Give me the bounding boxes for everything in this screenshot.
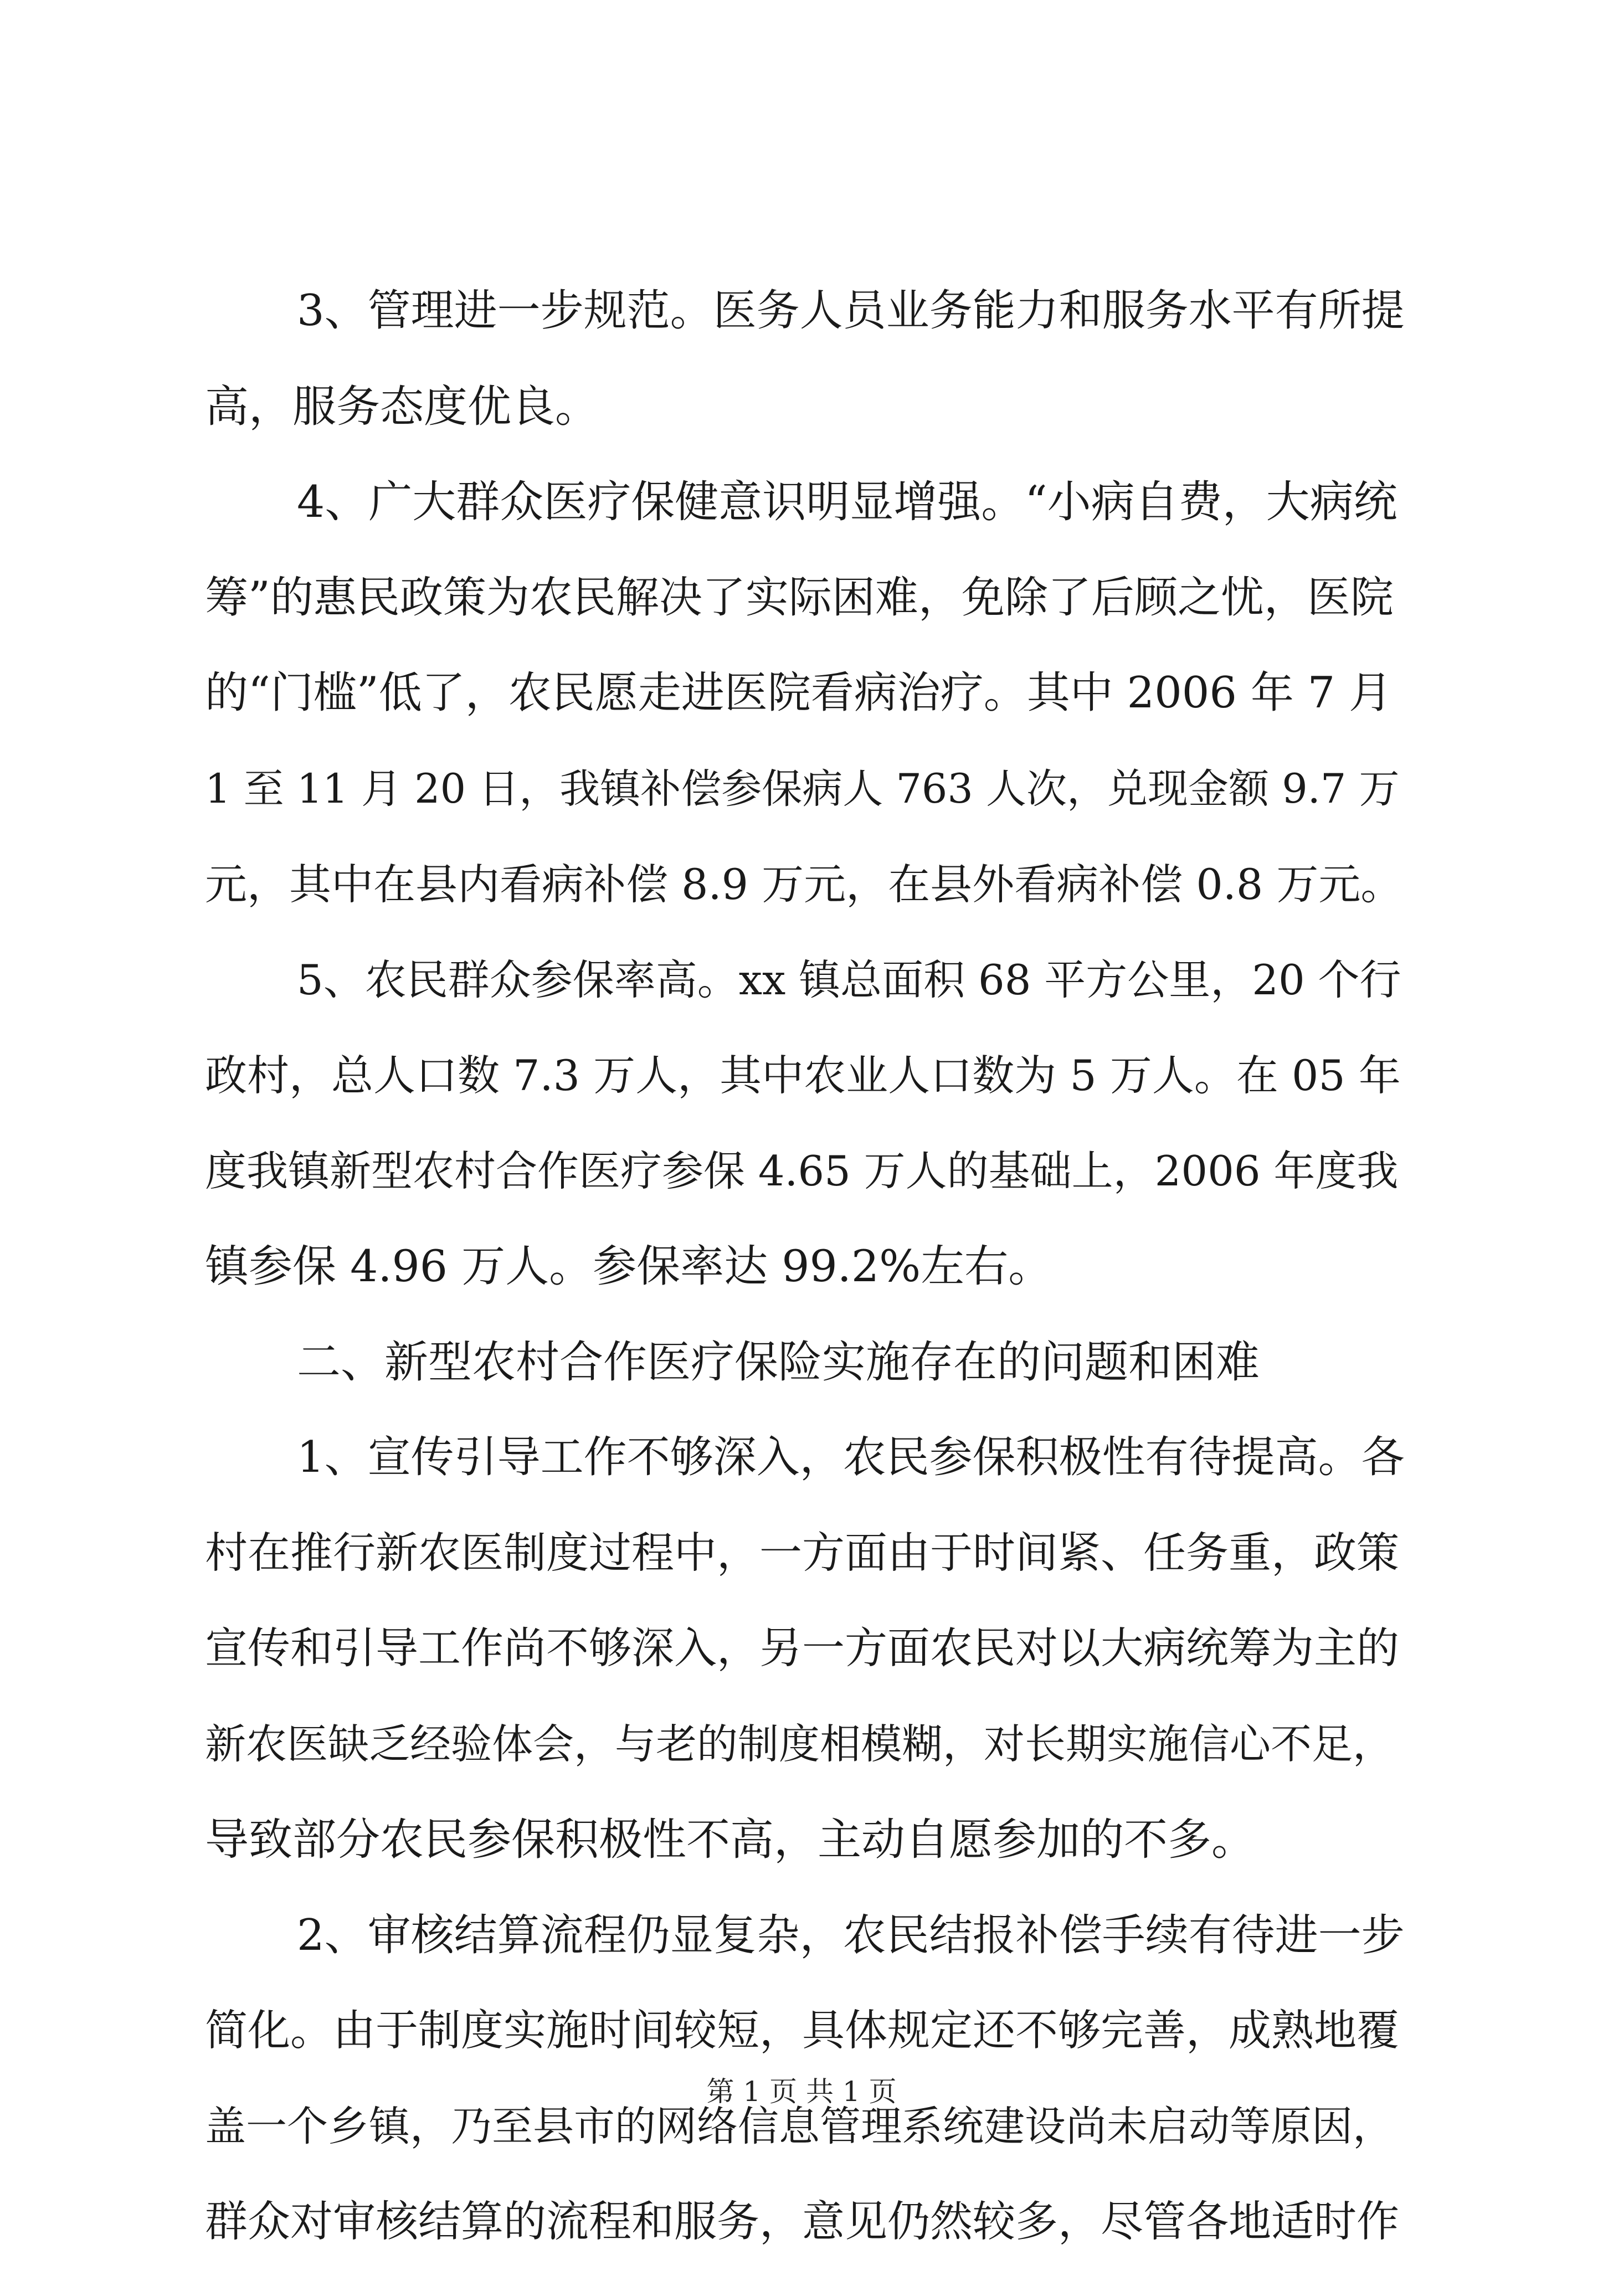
paragraph-4-line-1: 4、广大群众医疗保健意识明显增强。“小病自费，大病统: [297, 476, 1398, 527]
problem-1-line-4: 新农医缺乏经验体会，与老的制度相模糊，对长期实施信心不足，: [205, 1720, 1394, 1768]
paragraph-5-line-2: 政村，总人口数 7.3 万人，其中农业人口数为 5 万人。在 05 年: [205, 1051, 1401, 1100]
problem-1-line-5: 导致部分农民参保积极性不高，主动自愿参加的不多。: [205, 1814, 1255, 1865]
paragraph-5-line-3: 度我镇新型农村合作医疗参保 4.65 万人的基础上，2006 年度我: [205, 1146, 1399, 1195]
problem-2-line-4: 群众对审核结算的流程和服务，意见仍然较多，尽管各地适时作: [205, 2197, 1399, 2247]
paragraph-3-line-1: 3、管理进一步规范。医务人员业务能力和服务水平有所提: [297, 286, 1405, 336]
paragraph-4-line-5: 元，其中在县内看病补偿 8.9 万元，在县外看病补偿 0.8 万元。: [205, 860, 1403, 909]
paragraph-4-line-2: 筹”的惠民政策为农民解决了实际困难，免除了后顾之忧，医院: [205, 572, 1394, 623]
problem-2-line-2: 简化。由于制度实施时间较短，具体规定还不够完善，成熟地覆: [205, 2006, 1399, 2056]
paragraph-5-line-4: 镇参保 4.96 万人。参保率达 99.2%左右。: [205, 1241, 1052, 1292]
section-heading: 二、新型农村合作医疗保险实施存在的问题和困难: [297, 1336, 1260, 1388]
problem-2-line-1: 2、审核结算流程仍显复杂，农民结报补偿手续有待进一步: [297, 1910, 1405, 1960]
problem-1-line-1: 1、宣传引导工作不够深入，农民参保积极性有待提高。各: [297, 1432, 1405, 1482]
page-number-footer: 第 1 页 共 1 页: [706, 2076, 897, 2108]
document-body: [205, 286, 1407, 2296]
paragraph-3-line-2: 高，服务态度优良。: [205, 381, 599, 432]
paragraph-4-line-4: 1 至 11 月 20 日，我镇补偿参保病人 763 人次，兑现金额 9.7 万: [205, 765, 1400, 813]
paragraph-4-line-3: 的“门槛”低了，农民愿走进医院看病治疗。其中 2006 年 7 月: [205, 668, 1393, 718]
problem-1-line-2: 村在推行新农医制度过程中，一方面由于时间紧、任务重，政策: [205, 1528, 1399, 1578]
paragraph-5-line-1: 5、农民群众参保率高。xx 镇总面积 68 平方公里，20 个行: [297, 955, 1401, 1004]
problem-1-line-3: 宣传和引导工作尚不够深入，另一方面农民对以大病统筹为主的: [205, 1624, 1399, 1673]
problem-2-line-3: 盖一个乡镇，乃至县市的网络信息管理系统建设尚未启动等原因，: [205, 2102, 1394, 2150]
